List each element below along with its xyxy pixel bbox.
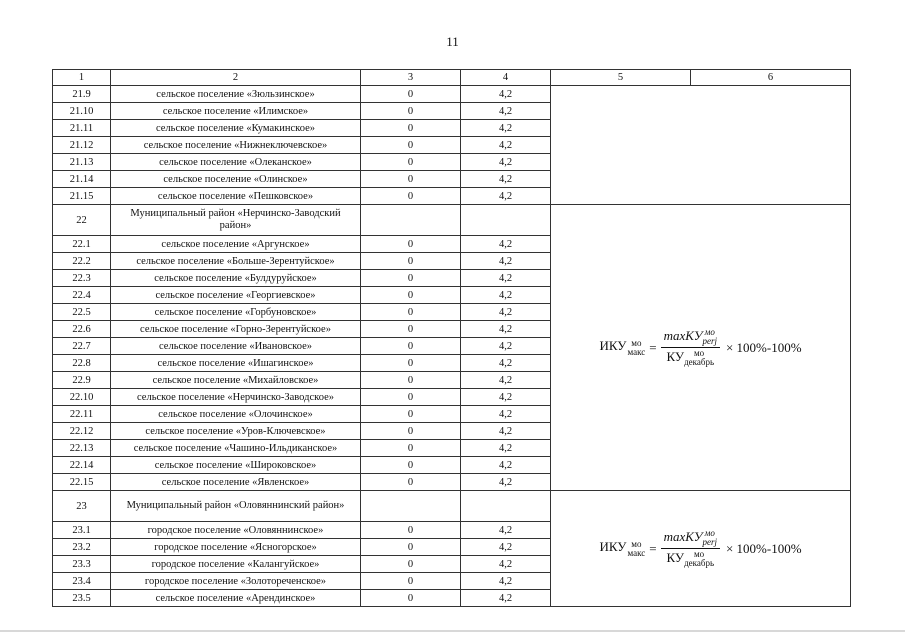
row-number: 22.7 [53, 338, 111, 355]
col3-value: 0 [361, 171, 461, 188]
col4-value: 4,2 [461, 171, 551, 188]
col4-value: 4,2 [461, 86, 551, 103]
formula-lhs [599, 338, 645, 356]
row-number: 22.15 [53, 474, 111, 491]
col3-value: 0 [361, 457, 461, 474]
col4-value: 4,2 [461, 137, 551, 154]
row-number: 22.4 [53, 287, 111, 304]
col4-value: 4,2 [461, 321, 551, 338]
formula-num-main: maxКУ [663, 327, 703, 343]
col3-value: 0 [361, 287, 461, 304]
settlement-name: городское поселение «Калангуйское» [111, 556, 361, 573]
district-name: Муниципальный район «Нерчинско-Заводский район» [111, 205, 361, 236]
row-number: 22.2 [53, 253, 111, 270]
district-col4 [461, 205, 551, 236]
row-number: 21.15 [53, 188, 111, 205]
col4-value: 4,2 [461, 556, 551, 573]
district-col3 [361, 491, 461, 522]
formula-num-sup: мо [704, 528, 715, 538]
settlement-name: сельское поселение «Больше-Зерентуйское» [111, 253, 361, 270]
settlement-name: городское поселение «Оловяннинское» [111, 522, 361, 539]
settlement-name: сельское поселение «Нижнеключевское» [111, 137, 361, 154]
col3-value: 0 [361, 355, 461, 372]
row-number: 22.1 [53, 236, 111, 253]
col3-value: 0 [361, 253, 461, 270]
row-number: 21.10 [53, 103, 111, 120]
col3-value: 0 [361, 103, 461, 120]
settlement-name: сельское поселение «Булдуруйское» [111, 270, 361, 287]
formula-tail: × 100%-100% [725, 540, 802, 556]
settlement-name: сельское поселение «Арендинское» [111, 590, 361, 607]
formula-num-sup: мо [704, 327, 715, 337]
header-col-3: 3 [361, 70, 461, 86]
col3-value: 0 [361, 338, 461, 355]
row-number: 22.8 [53, 355, 111, 372]
col3-value: 0 [361, 236, 461, 253]
formula-den-main: КУ [666, 349, 685, 364]
col4-value: 4,2 [461, 457, 551, 474]
settlement-name: сельское поселение «Ишагинское» [111, 355, 361, 372]
settlement-name: сельское поселение «Уров-Ключевское» [111, 423, 361, 440]
formula-lhs-main: ИКУ [599, 539, 627, 555]
col3-value: 0 [361, 372, 461, 389]
col3-value: 0 [361, 406, 461, 423]
formula-den-sup: мо [693, 549, 705, 560]
row-number: 21.14 [53, 171, 111, 188]
formula-lhs [599, 539, 645, 557]
settlement-name: сельское поселение «Олеканское» [111, 154, 361, 171]
col3-value: 0 [361, 137, 461, 154]
col4-value: 4,2 [461, 423, 551, 440]
header-col-5: 5 [551, 70, 691, 86]
row-number: 23.3 [53, 556, 111, 573]
col3-value: 0 [361, 321, 461, 338]
formula-num-main: maxКУ [663, 528, 703, 544]
col4-value: 4,2 [461, 355, 551, 372]
settlement-name: сельское поселение «Олинское» [111, 171, 361, 188]
formula-numerator [661, 328, 720, 348]
formula-lhs-sub: макс [627, 346, 646, 357]
settlement-name: сельское поселение «Нерчинско-Заводское» [111, 389, 361, 406]
district-number: 23 [53, 491, 111, 522]
col3-value: 0 [361, 304, 461, 321]
col3-value: 0 [361, 539, 461, 556]
formula-lhs-main: ИКУ [599, 338, 627, 354]
district-row [53, 205, 851, 236]
formula-equals: = [649, 339, 657, 355]
col4-value: 4,2 [461, 474, 551, 491]
col4-value: 4,2 [461, 270, 551, 287]
col3-value: 0 [361, 270, 461, 287]
col4-value: 4,2 [461, 590, 551, 607]
scan-edge [0, 630, 905, 632]
row-number: 21.9 [53, 86, 111, 103]
settlement-name: сельское поселение «Илимское» [111, 103, 361, 120]
row-number: 21.11 [53, 120, 111, 137]
row-number: 21.13 [53, 154, 111, 171]
formula-denominator [663, 348, 717, 367]
row-number: 23.4 [53, 573, 111, 590]
header-row [53, 70, 851, 86]
formula-fraction [661, 529, 720, 568]
formula-lhs-sub: макс [627, 547, 646, 558]
col4-value: 4,2 [461, 188, 551, 205]
district-row [53, 491, 851, 522]
row-number: 22.3 [53, 270, 111, 287]
district-number: 22 [53, 205, 111, 236]
row-number: 23.2 [53, 539, 111, 556]
table-row [53, 86, 851, 103]
settlement-name: сельское поселение «Горбуновское» [111, 304, 361, 321]
row-number: 22.5 [53, 304, 111, 321]
row-number: 22.12 [53, 423, 111, 440]
formula-den-sub: декабрь [684, 357, 715, 368]
row-number: 23.1 [53, 522, 111, 539]
col3-value: 0 [361, 154, 461, 171]
formula-lhs-sup: мо [631, 538, 642, 549]
settlement-name: сельское поселение «Чашино-Ильдиканское» [111, 440, 361, 457]
col4-value: 4,2 [461, 253, 551, 270]
col4-value: 4,2 [461, 120, 551, 137]
formula-equals: = [649, 540, 657, 556]
formula-num-sub: perj [702, 537, 717, 547]
col4-value: 4,2 [461, 389, 551, 406]
col4-value: 4,2 [461, 287, 551, 304]
col4-value: 4,2 [461, 338, 551, 355]
settlement-name: сельское поселение «Георгиевское» [111, 287, 361, 304]
col4-value: 4,2 [461, 539, 551, 556]
formula-lhs-sup: мо [631, 337, 642, 348]
settlement-name: сельское поселение «Широковское» [111, 457, 361, 474]
col4-value: 4,2 [461, 440, 551, 457]
col3-value: 0 [361, 188, 461, 205]
formula-numerator [661, 529, 720, 549]
settlement-name: городское поселение «Золотореченское» [111, 573, 361, 590]
col4-value: 4,2 [461, 372, 551, 389]
col3-value: 0 [361, 522, 461, 539]
formula-cell [551, 491, 851, 607]
table-body [53, 86, 851, 607]
settlement-name: сельское поселение «Ивановское» [111, 338, 361, 355]
formula-cell [551, 205, 851, 491]
row-number: 22.6 [53, 321, 111, 338]
row-number: 22.9 [53, 372, 111, 389]
settlement-name: сельское поселение «Явленское» [111, 474, 361, 491]
col3-value: 0 [361, 86, 461, 103]
col3-value: 0 [361, 556, 461, 573]
district-col3 [361, 205, 461, 236]
col3-value: 0 [361, 573, 461, 590]
formula-tail: × 100%-100% [725, 339, 802, 355]
settlement-name: сельское поселение «Михайловское» [111, 372, 361, 389]
formula-num-sub: perj [702, 336, 717, 346]
row-number: 22.11 [53, 406, 111, 423]
header-col-4: 4 [461, 70, 551, 86]
col3-value: 0 [361, 423, 461, 440]
district-col4 [461, 491, 551, 522]
col4-value: 4,2 [461, 103, 551, 120]
row-number: 22.10 [53, 389, 111, 406]
col4-value: 4,2 [461, 406, 551, 423]
settlement-name: сельское поселение «Зюльзинское» [111, 86, 361, 103]
settlement-name: сельское поселение «Пешковское» [111, 188, 361, 205]
col4-value: 4,2 [461, 522, 551, 539]
merged-cell [551, 86, 851, 205]
page-number: 11 [446, 34, 459, 49]
formula [599, 529, 801, 568]
header-col-6: 6 [691, 70, 851, 86]
header-col-2: 2 [111, 70, 361, 86]
formula-denominator [663, 549, 717, 568]
col3-value: 0 [361, 590, 461, 607]
row-number: 22.14 [53, 457, 111, 474]
formula-den-sup: мо [693, 348, 705, 359]
settlement-name: городское поселение «Ясногорское» [111, 539, 361, 556]
row-number: 23.5 [53, 590, 111, 607]
header-col-1: 1 [53, 70, 111, 86]
col4-value: 4,2 [461, 154, 551, 171]
col3-value: 0 [361, 120, 461, 137]
col3-value: 0 [361, 389, 461, 406]
col4-value: 4,2 [461, 236, 551, 253]
formula-den-sub: декабрь [684, 558, 715, 569]
formula-fraction [661, 328, 720, 367]
formula [599, 328, 801, 367]
col3-value: 0 [361, 474, 461, 491]
row-number: 22.13 [53, 440, 111, 457]
district-name: Муниципальный район «Оловяннинский район» [111, 491, 361, 522]
formula-den-main: КУ [666, 550, 685, 565]
row-number: 21.12 [53, 137, 111, 154]
settlement-name: сельское поселение «Горно-Зерентуйское» [111, 321, 361, 338]
col4-value: 4,2 [461, 573, 551, 590]
settlement-name: сельское поселение «Аргунское» [111, 236, 361, 253]
col4-value: 4,2 [461, 304, 551, 321]
tariff-table [52, 69, 851, 607]
col3-value: 0 [361, 440, 461, 457]
settlement-name: сельское поселение «Кумакинское» [111, 120, 361, 137]
settlement-name: сельское поселение «Олочинское» [111, 406, 361, 423]
